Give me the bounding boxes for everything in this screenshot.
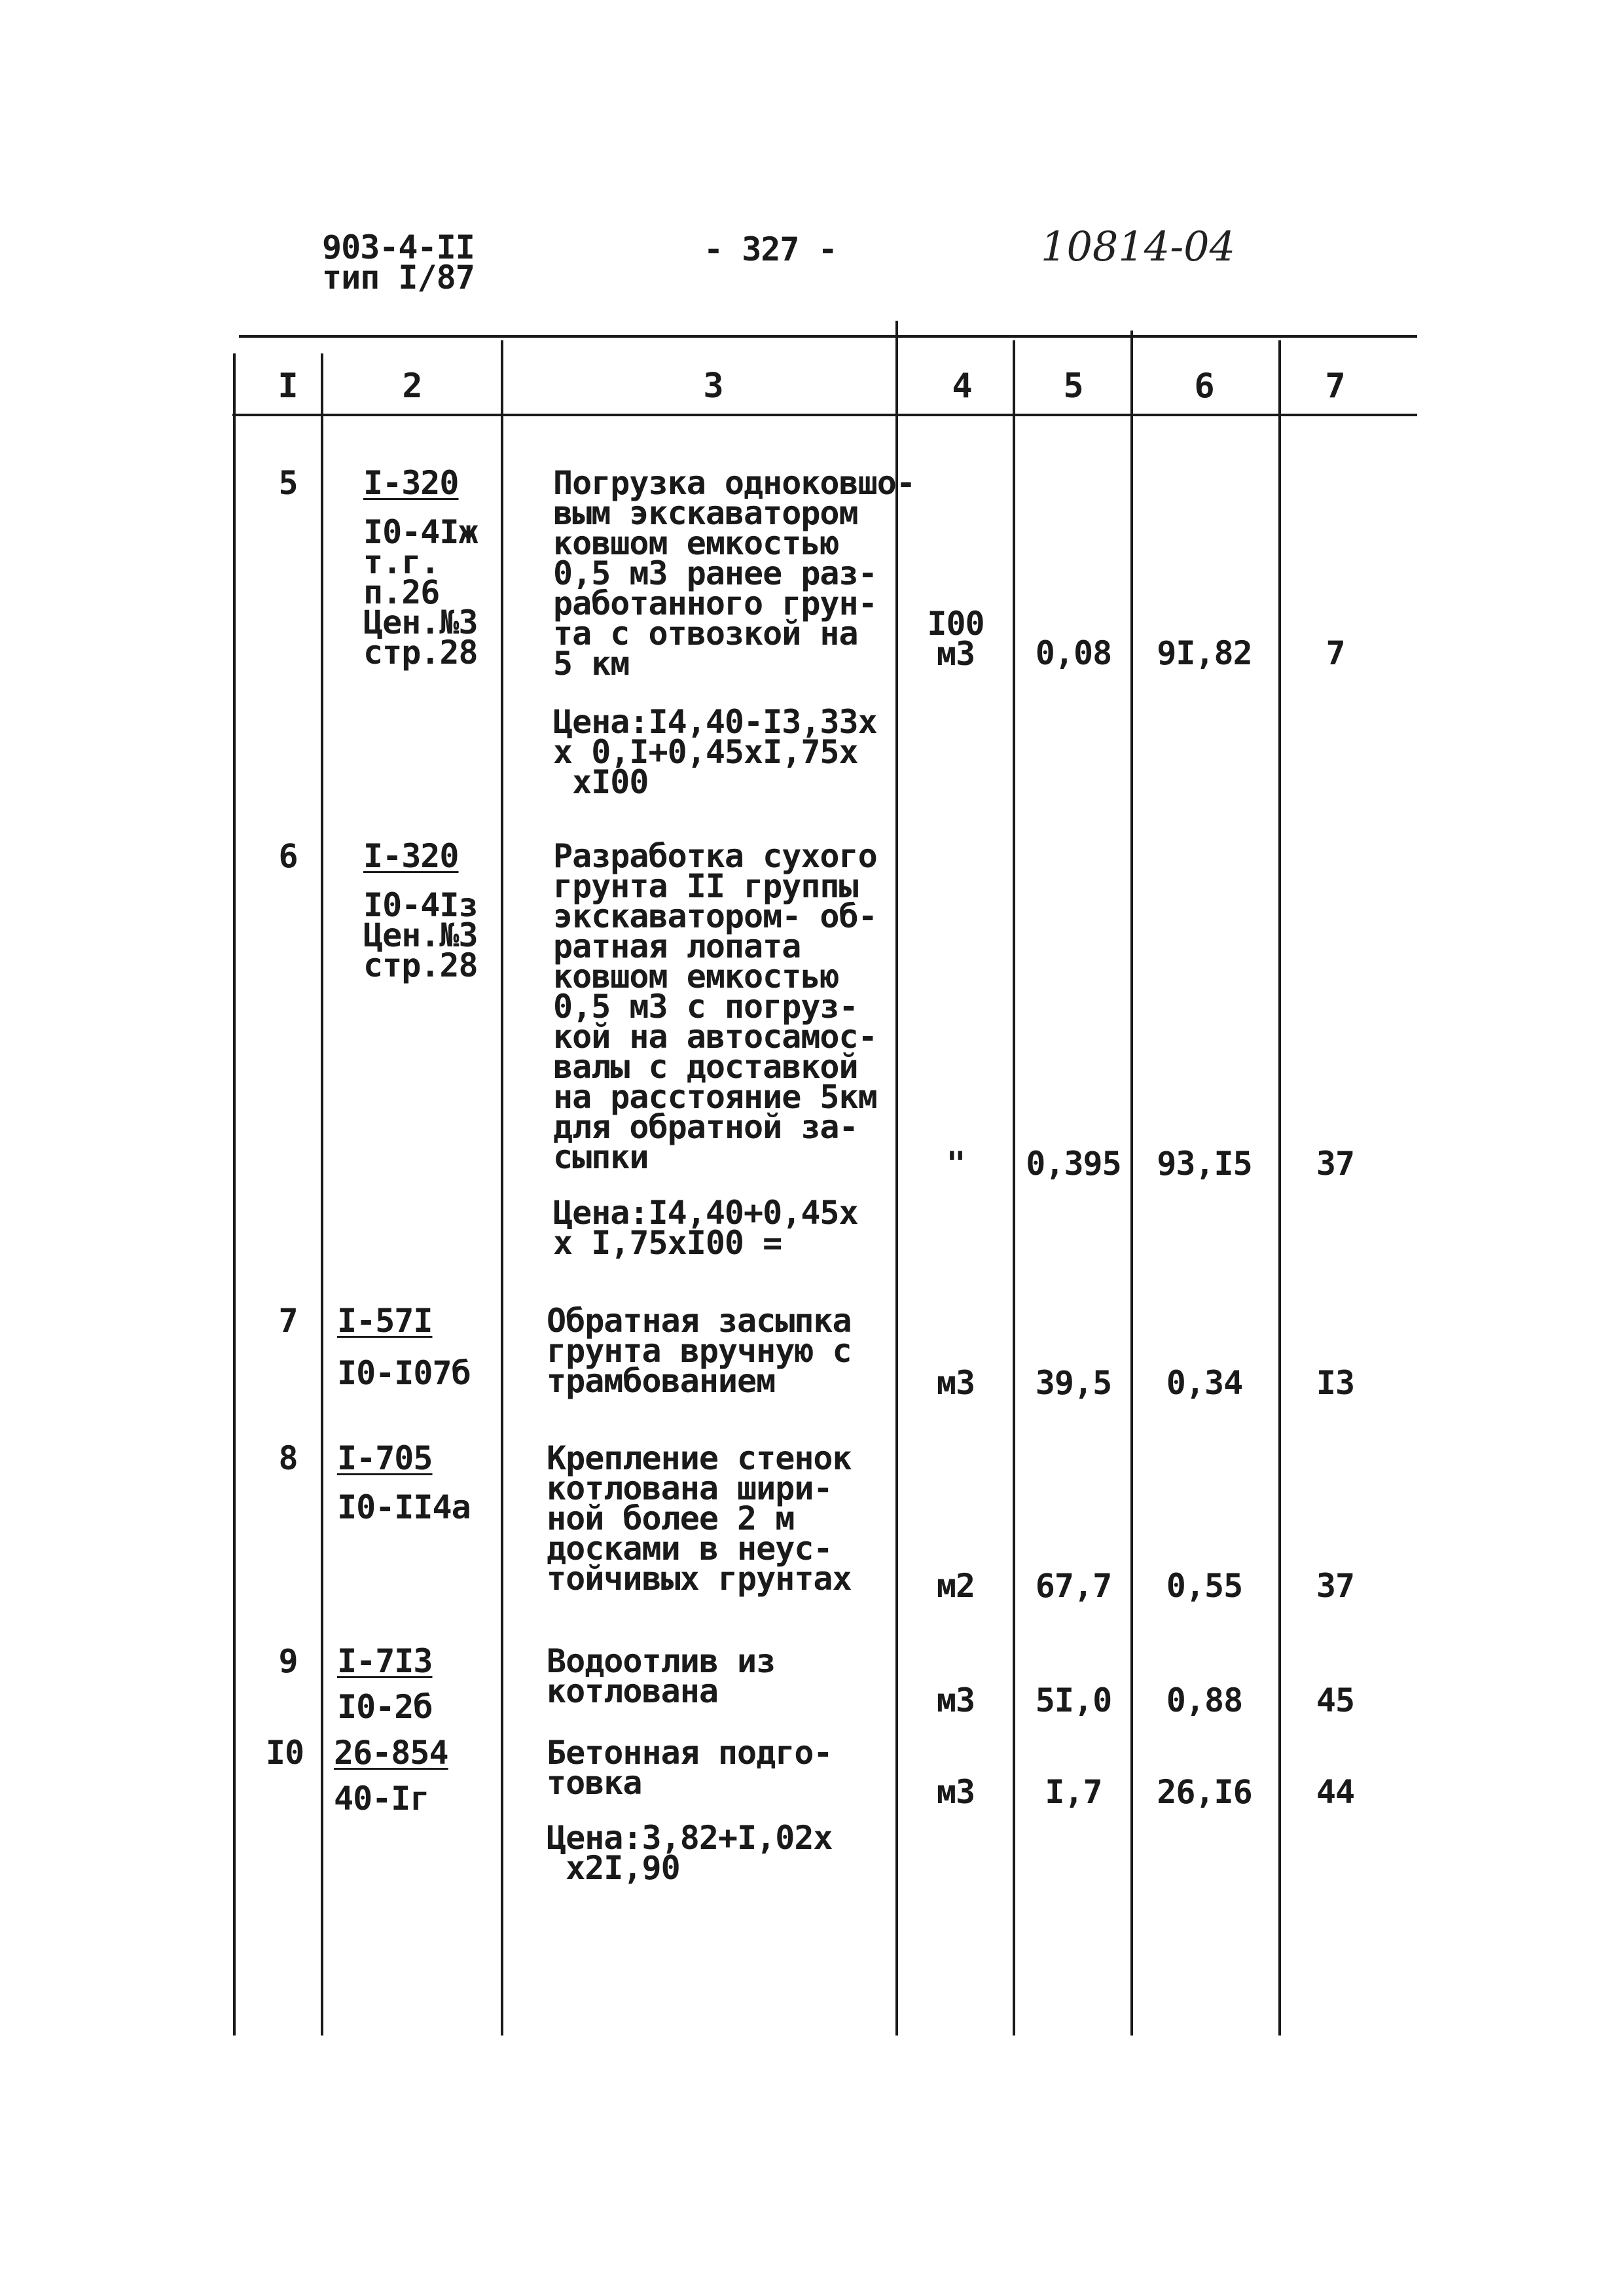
quantity: 39,5 bbox=[1035, 1364, 1112, 1402]
unit: м3 bbox=[936, 1773, 975, 1811]
unit-price: 0,55 bbox=[1166, 1567, 1243, 1605]
column-header-4: 4 bbox=[952, 367, 973, 406]
column-divider-1 bbox=[321, 353, 323, 2036]
quantity: 0,08 bbox=[1035, 634, 1112, 672]
price-calculation: Цена:3,82+I,02х х2I,90 bbox=[547, 1819, 833, 1887]
work-description: Крепление стенок котлована шири- ной более 2 м досками в неус- тойчивых грунтах bbox=[547, 1439, 852, 1598]
column-header-3: 3 bbox=[703, 367, 724, 406]
unit-price: 0,88 bbox=[1166, 1681, 1243, 1719]
unit: м2 bbox=[936, 1567, 975, 1605]
norm-reference: I0-I07б bbox=[337, 1354, 471, 1392]
column-header-6: 6 bbox=[1194, 367, 1215, 406]
row-number: I0 bbox=[265, 1734, 304, 1772]
norm-code: I-57I bbox=[337, 1302, 433, 1340]
unit: I00 м3 bbox=[927, 605, 984, 673]
unit-price: 93,I5 bbox=[1157, 1145, 1252, 1183]
column-header-5: 5 bbox=[1063, 367, 1084, 406]
quantity: 67,7 bbox=[1035, 1567, 1112, 1605]
row-number: 9 bbox=[278, 1642, 298, 1680]
work-description: Бетонная подго- товка bbox=[547, 1734, 833, 1802]
total-cost: 44 bbox=[1316, 1773, 1355, 1811]
work-description: Погрузка одноковшо- вым экскаватором ковшом емкостью 0,5 м3 ранее раз- работанного грун- та с отвозкой на 5 км bbox=[553, 464, 915, 683]
row-number: 8 bbox=[278, 1439, 298, 1477]
total-cost: 7 bbox=[1326, 634, 1345, 672]
column-divider-4 bbox=[1013, 340, 1015, 2036]
table-top-rule bbox=[239, 335, 1417, 338]
norm-reference: I0-4Iз Цен.№3 стр.28 bbox=[363, 886, 478, 984]
quantity: 5I,0 bbox=[1035, 1681, 1112, 1719]
column-divider-5 bbox=[1130, 331, 1133, 2036]
column-header-2: 2 bbox=[402, 367, 423, 406]
price-calculation: Цена:I4,40-I3,33х х 0,I+0,45хI,75х хI00 bbox=[553, 703, 877, 801]
unit: м3 bbox=[936, 1364, 975, 1402]
price-calculation: Цена:I4,40+0,45х х I,75хI00 = bbox=[553, 1194, 858, 1262]
column-header-1: I bbox=[278, 367, 298, 406]
total-cost: 45 bbox=[1316, 1681, 1355, 1719]
norm-code: I-320 bbox=[363, 464, 459, 502]
total-cost: I3 bbox=[1316, 1364, 1355, 1402]
norm-reference: I0-4Iж т.г. п.26 Цен.№3 стр.28 bbox=[363, 513, 478, 672]
norm-reference: I0-2б bbox=[337, 1688, 433, 1726]
unit: " bbox=[946, 1145, 965, 1183]
column-divider-6 bbox=[1278, 340, 1281, 2036]
norm-code: 26-854 bbox=[334, 1734, 448, 1772]
work-description: Разработка сухого грунта II группы экскаватором- об- ратная лопата ковшом емкостью 0,5 м3 с погруз- кой на автосамос- валы с доставкой на расстояние 5км для обратной за- сыпки bbox=[553, 837, 877, 1176]
unit: м3 bbox=[936, 1681, 975, 1719]
unit-price: 26,I6 bbox=[1157, 1773, 1252, 1811]
norm-code: I-705 bbox=[337, 1439, 433, 1477]
handwritten-number: 10814-04 bbox=[1041, 223, 1236, 270]
norm-reference: I0-II4а bbox=[337, 1488, 471, 1526]
column-header-7: 7 bbox=[1325, 367, 1346, 406]
norm-reference: 40-Iг bbox=[334, 1780, 429, 1818]
page-number: - 327 - bbox=[704, 230, 837, 268]
table-header-rule bbox=[232, 414, 1417, 416]
doc-code-line2: тип I/87 bbox=[322, 259, 475, 296]
doc-code-line1: 903-4-II bbox=[322, 228, 475, 266]
total-cost: 37 bbox=[1316, 1567, 1355, 1605]
unit-price: 9I,82 bbox=[1157, 634, 1252, 672]
work-description: Водоотлив из котлована bbox=[547, 1642, 776, 1710]
work-description: Обратная засыпка грунта вручную с трамбованием bbox=[547, 1302, 852, 1400]
total-cost: 37 bbox=[1316, 1145, 1355, 1183]
row-number: 6 bbox=[278, 837, 298, 875]
unit-price: 0,34 bbox=[1166, 1364, 1243, 1402]
doc-code bbox=[322, 228, 475, 296]
norm-code: I-320 bbox=[363, 837, 459, 875]
row-number: 5 bbox=[278, 464, 298, 502]
norm-code: I-7I3 bbox=[337, 1642, 433, 1680]
column-divider-left bbox=[233, 353, 236, 2036]
row-number: 7 bbox=[278, 1302, 298, 1340]
column-divider-2 bbox=[501, 340, 503, 2036]
quantity: I,7 bbox=[1045, 1773, 1102, 1811]
quantity: 0,395 bbox=[1026, 1145, 1121, 1183]
